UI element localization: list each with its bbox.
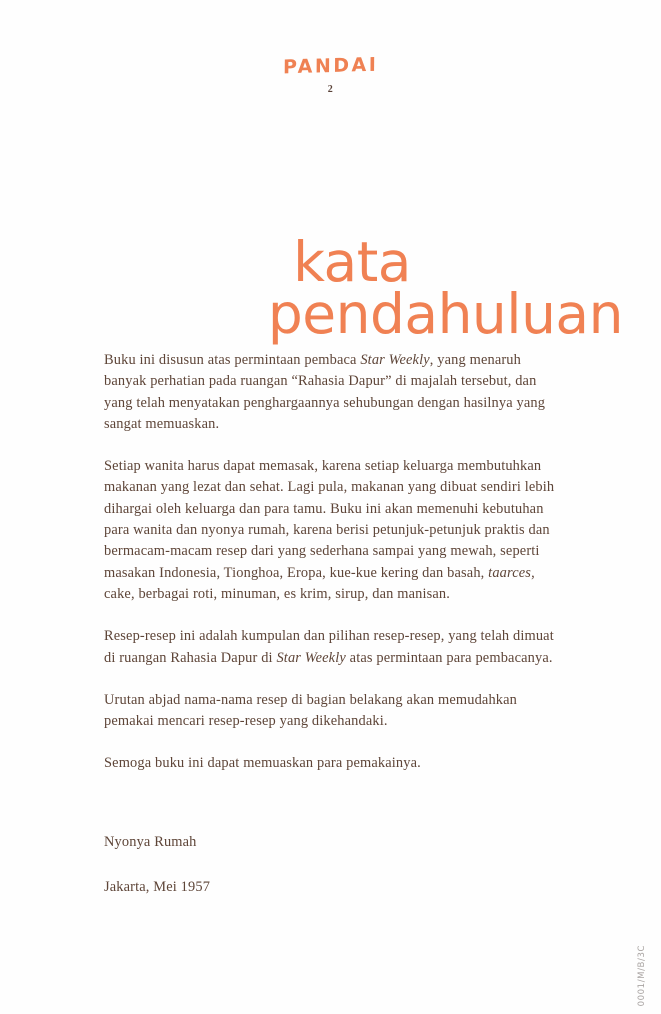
body-text-run: Resep-resep ini adalah kumpulan dan pilihan resep-resep, yang telah dimuat di ruangan Rahasia Dapur di	[104, 628, 554, 666]
body-paragraph	[104, 456, 556, 605]
scan-identifier-watermark: 0001/M/B/3C	[637, 944, 647, 1006]
emphasis-text: Star Weekly	[360, 352, 430, 368]
body-paragraph	[104, 350, 556, 435]
page-title	[60, 229, 623, 347]
body-text-run: , cake, berbagai roti, minuman, es krim, sirup, dan manisan.	[104, 564, 535, 602]
body-paragraph	[104, 690, 556, 733]
page-title-line-2: pendahuluan	[267, 282, 623, 347]
body-text-run: Urutan abjad nama-nama resep di bagian belakang akan memudahkan pemakai mencari resep-resep yang dikehandaki.	[104, 691, 518, 730]
body-text-run: Buku ini disusun atas permintaan pembaca	[104, 352, 361, 368]
body-paragraph	[104, 626, 556, 669]
body-text	[104, 350, 556, 796]
signature-place-date: Jakarta, Mei 1957	[104, 879, 211, 896]
emphasis-text: Star Weekly	[276, 649, 346, 666]
signature-block	[104, 832, 556, 923]
page-number: 2	[327, 84, 334, 95]
body-text-run: atas permintaan para pembacanya.	[345, 649, 553, 666]
body-paragraph	[104, 753, 556, 774]
signature-author: Nyonya Rumah	[104, 834, 197, 850]
emphasis-text: taarces	[488, 564, 532, 581]
page-title-line-1: kata	[293, 229, 411, 294]
body-text-run: Setiap wanita harus dapat memasak, karena setiap keluarga membutuhkan makanan yang lezat dan sehat. Lagi pula, makanan yang dibuat sendiri lebih dihargai oleh keluarga dan para tamu. Buku ini akan memenuhi kebutuhan para wanita dan nyonya rumah, karena berisi petunjuk-petunjuk praktis dan bermacam-macam resep dari yang sederhana sampai yang mewah, seperti masakan Indonesia, Tionghoa, Eropa, kue-kue kering dan basah,	[104, 458, 555, 581]
body-text-run: , yang menaruh banyak perhatian pada ruangan “Rahasia Dapur” di majalah tersebut, dan yang telah menyatakan penghargaannya sehubungan dengan hasilnya yang sangat memuaskan.	[104, 352, 546, 432]
running-head-title: PANDAI	[282, 53, 379, 79]
running-head	[0, 55, 661, 95]
body-text-run: Semoga buku ini dapat memuaskan para pemakainya.	[104, 755, 421, 772]
